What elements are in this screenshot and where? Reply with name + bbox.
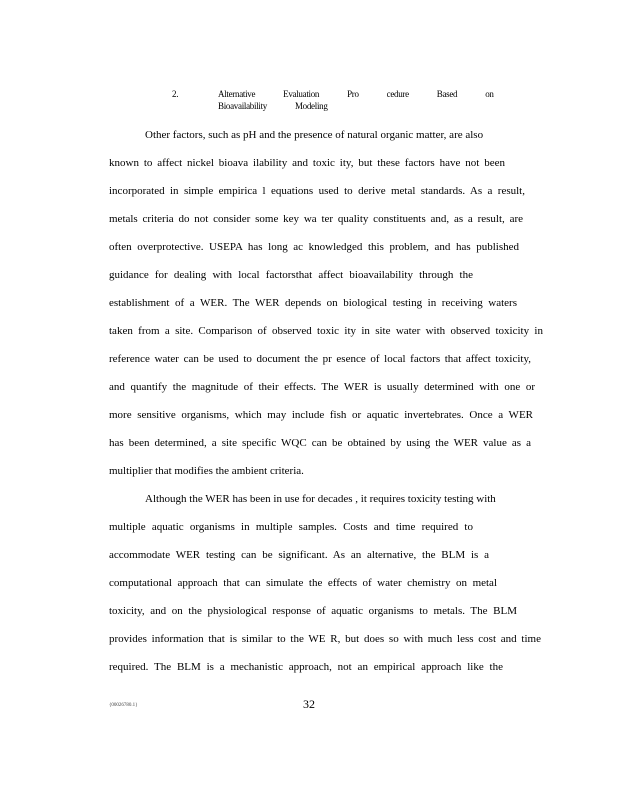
- text-line: taken from a site. Comparison of observed toxic ity in site water with observed toxicity in: [109, 325, 543, 337]
- text-line: multiple aquatic organisms in multiple samples. Costs and time required to: [109, 521, 473, 533]
- text-line: multiplier that modifies the ambient criteria.: [109, 465, 304, 477]
- text-line: provides information that is similar to the WE R, but does so with much less cost and time: [109, 633, 541, 645]
- text-line: required. The BLM is a mechanistic approach, not an empirical approach like the: [109, 661, 503, 673]
- text-line: computational approach that can simulate the effects of water chemistry on metal: [109, 577, 497, 589]
- text-line: known to affect nickel bioava ilability and toxic ity, but these factors have not been: [109, 157, 505, 169]
- text-line: accommodate WER testing can be significant. As an alternative, the BLM is a: [109, 549, 489, 561]
- text-line: toxicity, and on the physiological response of aquatic organisms to metals. The BLM: [109, 605, 517, 617]
- text-line: more sensitive organisms, which may include fish or aquatic invertebrates. Once a WER: [109, 409, 533, 421]
- text-line: Although the WER has been in use for decades , it requires toxicity testing with: [145, 493, 496, 505]
- text-line: establishment of a WER. The WER depends on biological testing in receiving waters: [109, 297, 517, 309]
- text-line: guidance for dealing with local factorsthat affect bioavailability through the: [109, 269, 473, 281]
- text-line: Other factors, such as pH and the presence of natural organic matter, are also: [145, 129, 484, 141]
- footer-document-code: {00026780.1}: [109, 703, 138, 708]
- text-line: often overprotective. USEPA has long ac knowledged this problem, and has published: [109, 241, 519, 253]
- section-title: Alternative Evaluation Pro cedure Based on Bioavailability Modeling: [218, 89, 494, 111]
- text-line: metals criteria do not consider some key wa ter quality constituents and, as a result, are: [109, 213, 523, 225]
- page-number: 32: [303, 697, 315, 711]
- section-number: 2.: [172, 89, 179, 99]
- text-line: and quantify the magnitude of their effects. The WER is usually determined with one or: [109, 381, 535, 393]
- text-line: reference water can be used to document the pr esence of local factors that affect toxicity,: [109, 353, 531, 365]
- text-line: has been determined, a site specific WQC can be obtained by using the WER value as a: [109, 437, 531, 449]
- text-line: incorporated in simple empirica l equations used to derive metal standards. As a result,: [109, 185, 525, 197]
